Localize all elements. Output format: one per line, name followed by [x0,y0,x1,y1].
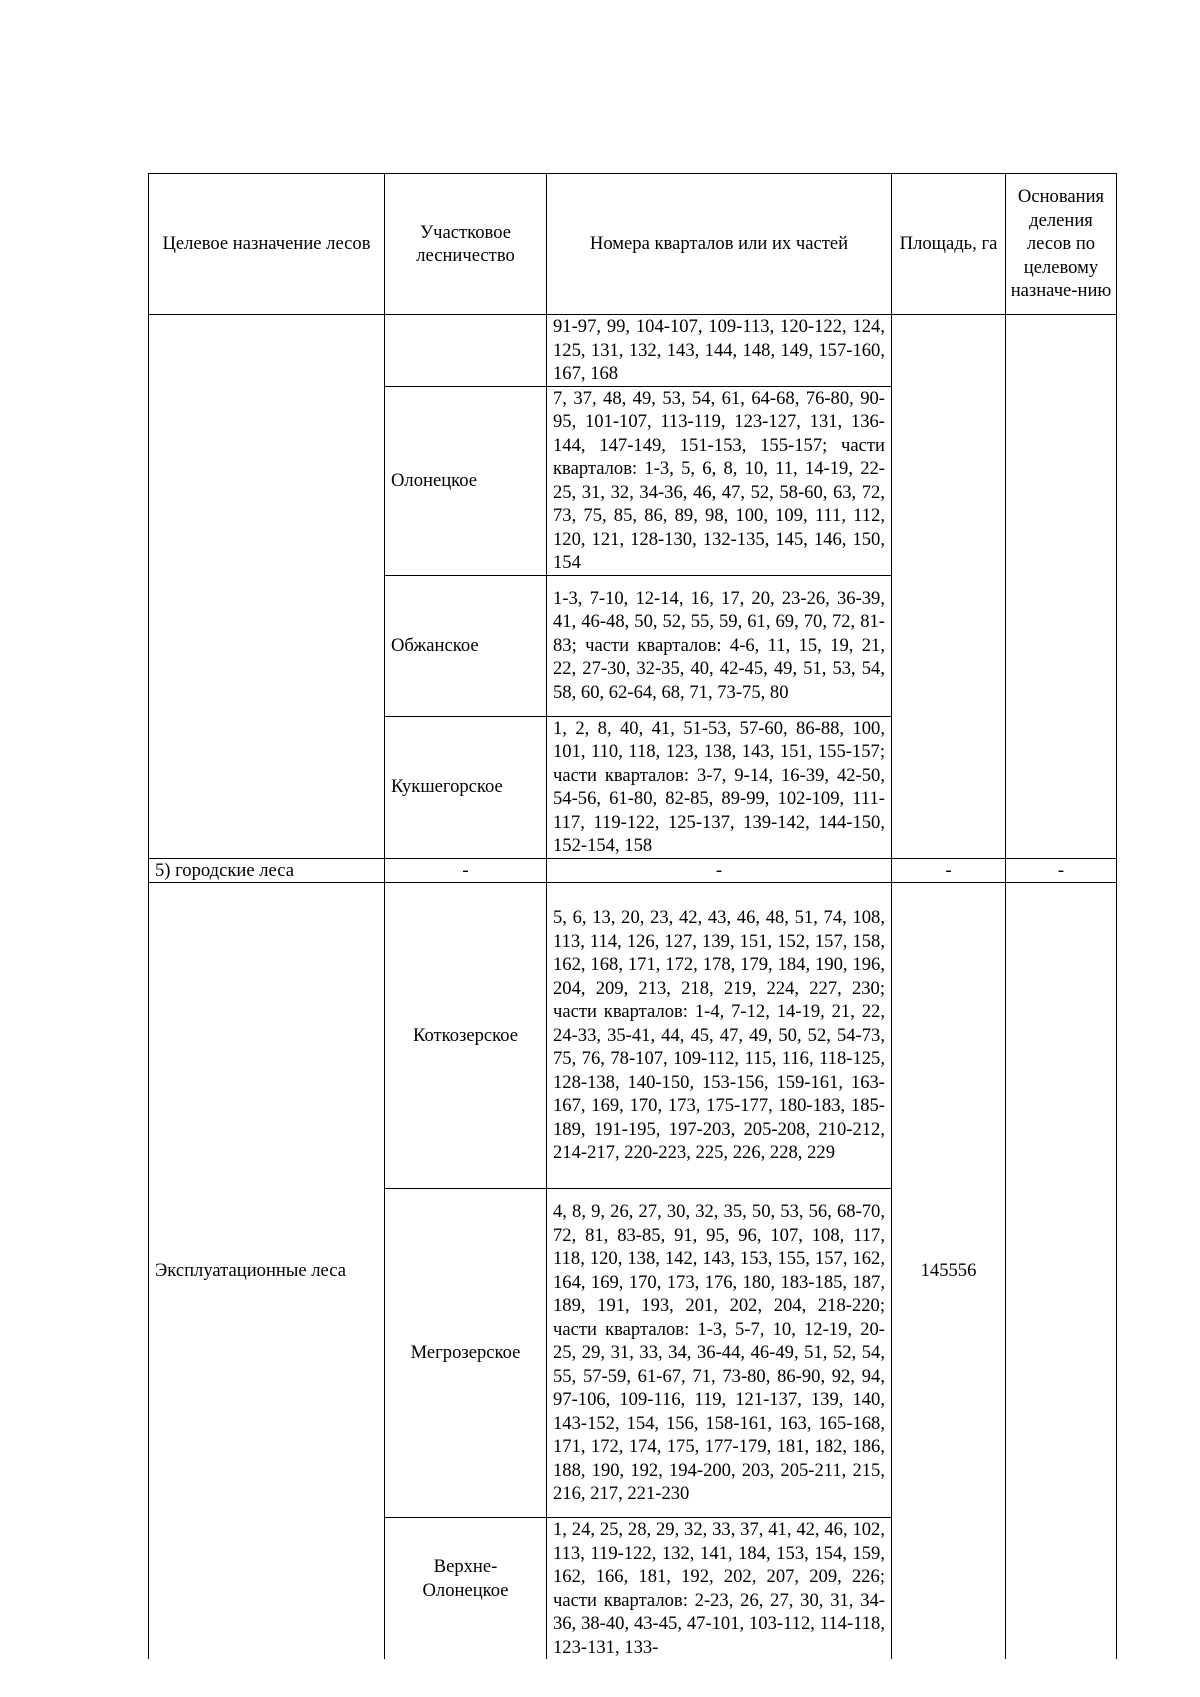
basis-cell-empty [1006,315,1117,859]
header-purpose: Целевое назначение лесов [149,174,385,315]
forestry-cell: Олонецкое [385,386,547,575]
quarters-cell: - [547,858,892,883]
table-row [149,858,1117,883]
forestry-cell: Коткозерское [385,883,547,1189]
quarters-cell: 1, 2, 8, 40, 41, 51-53, 57-60, 86-88, 100, 101, 110, 118, 123, 138, 143, 151, 155-157; части кварталов: 3-7, 9-14, 16-39, 42-50, 54-56, 61-80, 82-85, 89-99, 102-109, 111-117, 119-122, 125-137, 139-142, 144-150, 152-154, 158 [547,716,892,858]
table-header-row [149,174,1117,315]
area-cell: - [892,858,1006,883]
forestry-cell: Мегрозерское [385,1189,547,1518]
forestry-cell: Обжанское [385,575,547,716]
quarters-cell: 91-97, 99, 104-107, 109-113, 120-122, 124, 125, 131, 132, 143, 144, 148, 149, 157-160, 167, 168 [547,315,892,387]
basis-cell: - [1006,858,1117,883]
purpose-cell: Эксплуатационные леса [149,883,385,1660]
quarters-cell: 5, 6, 13, 20, 23, 42, 43, 46, 48, 51, 74, 108, 113, 114, 126, 127, 139, 151, 152, 157, 158, 162, 168, 171, 172, 178, 179, 184, 190, 196, 204, 209, 213, 218, 219, 224, 227, 230; части кварталов: 1-4, 7-12, 14-19, 21, 22, 24-33, 35-41, 44, 45, 47, 49, 50, 52, 54-73, 75, 76, 78-107, 109-112, 115, 116, 118-125, 128-138, 140-150, 153-156, 159-161, 163-167, 169, 170, 173, 175-177, 180-183, 185-189, 191-195, 197-203, 205-208, 210-212, 214-217, 220-223, 225, 226, 228, 229 [547,883,892,1189]
header-forestry: Участковое лесничество [385,174,547,315]
area-cell-empty [892,315,1006,859]
quarters-cell: 1, 24, 25, 28, 29, 32, 33, 37, 41, 42, 46, 102, 113, 119-122, 132, 141, 184, 153, 154, 159, 162, 166, 181, 192, 202, 207, 209, 226; части кварталов: 2-23, 26, 27, 30, 31, 34-36, 38-40, 43-45, 47-101, 103-112, 114-118, 123-131, 133- [547,1518,892,1660]
forest-purpose-table [148,173,1117,1659]
quarters-cell: 7, 37, 48, 49, 53, 54, 61, 64-68, 76-80, 90-95, 101-107, 113-119, 123-127, 131, 136-144, 147-149, 151-153, 155-157; части кварталов: 1-3, 5, 6, 8, 10, 11, 14-19, 22-25, 31, 32, 34-36, 46, 47, 52, 58-60, 63, 72, 73, 75, 85, 86, 89, 98, 100, 109, 111, 112, 120, 121, 128-130, 132-135, 145, 146, 150, 154 [547,386,892,575]
area-cell: 145556 [892,883,1006,1660]
purpose-cell-empty [149,315,385,859]
forestry-cell: Кукшегорское [385,716,547,858]
table-row [149,315,1117,387]
table-row [149,883,1117,1189]
header-quarters: Номера кварталов или их частей [547,174,892,315]
quarters-cell: 4, 8, 9, 26, 27, 30, 32, 35, 50, 53, 56, 68-70, 72, 81, 83-85, 91, 95, 96, 107, 108, 117, 118, 120, 138, 142, 143, 153, 155, 157, 162, 164, 169, 170, 173, 176, 180, 183-185, 187, 189, 191, 193, 201, 202, 204, 218-220; части кварталов: 1-3, 5-7, 10, 12-19, 20-25, 29, 31, 33, 34, 36-44, 46-49, 51, 52, 54, 55, 57-59, 61-67, 71, 73-80, 86-90, 92, 94, 97-106, 109-116, 119, 121-137, 139, 140, 143-152, 154, 156, 158-161, 163, 165-168, 171, 172, 174, 175, 177-179, 181, 182, 186, 188, 190, 192, 194-200, 203, 205-211, 215, 216, 217, 221-230 [547,1189,892,1518]
forestry-cell: Верхне-Олонецкое [385,1518,547,1660]
basis-cell-empty [1006,883,1117,1660]
purpose-cell: 5) городские леса [149,858,385,883]
header-area: Площадь, га [892,174,1006,315]
quarters-cell: 1-3, 7-10, 12-14, 16, 17, 20, 23-26, 36-39, 41, 46-48, 50, 52, 55, 59, 61, 69, 70, 72, 81-83; части кварталов: 4-6, 11, 15, 19, 21, 22, 27-30, 32-35, 40, 42-45, 49, 51, 53, 54, 58, 60, 62-64, 68, 71, 73-75, 80 [547,575,892,716]
forestry-cell-empty [385,315,547,387]
header-basis: Основания деления лесов по целевому назначе-нию [1006,174,1117,315]
forestry-cell: - [385,858,547,883]
